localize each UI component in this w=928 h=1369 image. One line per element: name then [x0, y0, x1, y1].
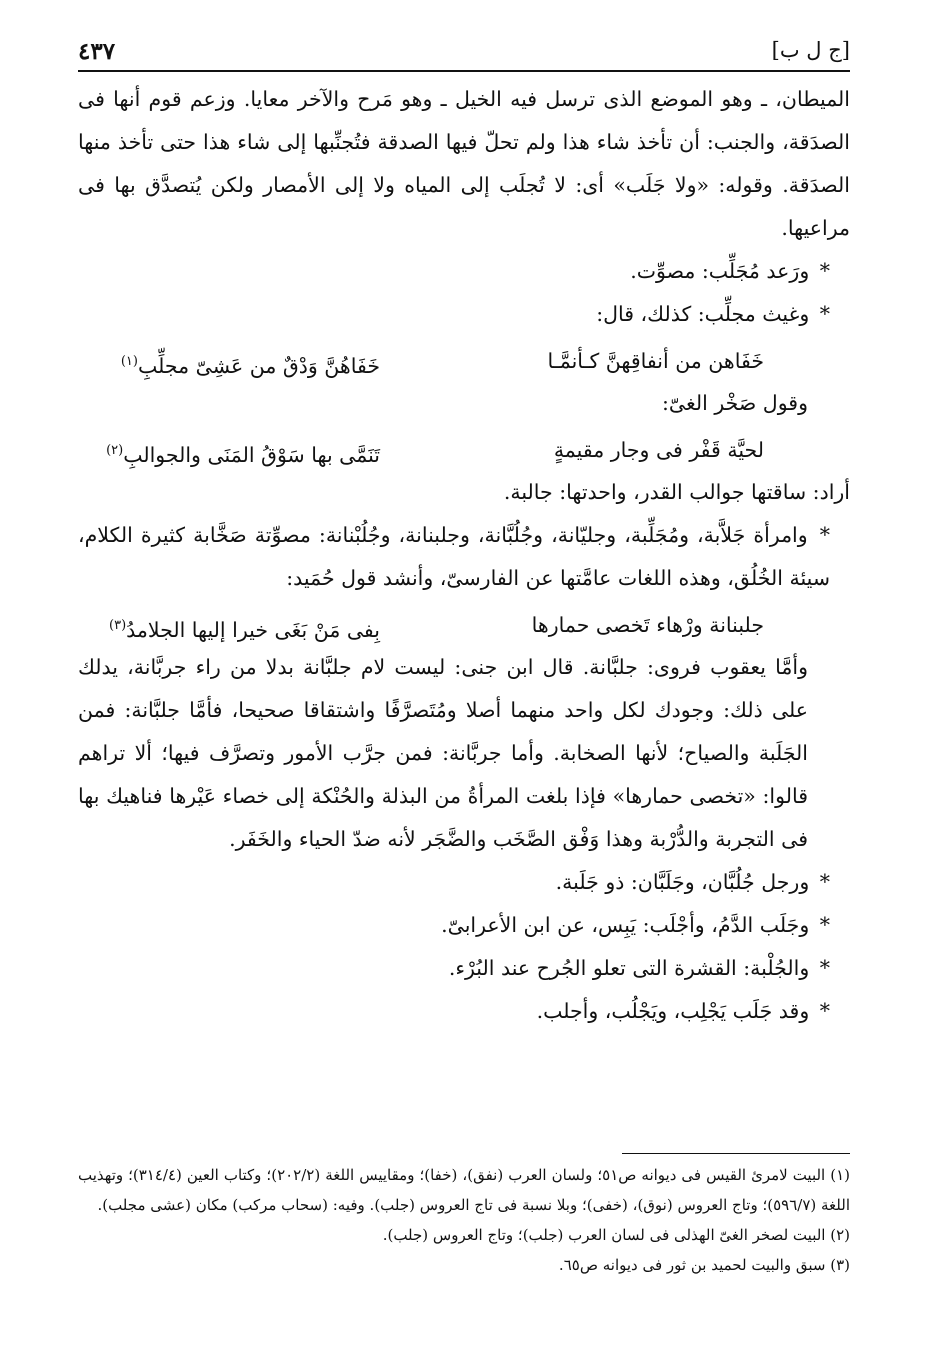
verse-2-first-hemistich: لحيَّة قَفْر فى وجار مقيمةٍ	[553, 438, 764, 462]
entry-star: *	[819, 259, 830, 283]
entry-text: وقد جَلَب يَجْلِب، ويَجْلُب، وأجلب.	[536, 999, 810, 1023]
entry-jalab-dam	[78, 904, 850, 947]
footnote-2: (٢) البيت لصخر الغىّ الهذلى فى لسان العرب (جلب)؛ وتاج العروس (جلب).	[382, 1226, 850, 1244]
verse-2-second-hemistich	[106, 429, 380, 477]
footnote-1: (١) البيت لامرئ القيس فى ديوانه ص٥١؛ ولسان العرب (نفق)، (خفا)؛ ومقاييس اللغة (٢٠٢/٢)؛ وكتاب العين (٣١٤/٤)؛ وتهذيب اللغة (٥٩٦/٧)؛ وتاج العروس (نوق)، (خفى)؛ وبلا نسبة فى تاج العروس (جلب). وفيه: (سحاب مركب) مكان (عشى مجلب).	[78, 1166, 851, 1214]
footnote-separator	[622, 1153, 850, 1154]
footnote-marker-2: (٢)	[106, 443, 124, 458]
entry-imra-a	[78, 514, 850, 600]
line-arad: أراد: ساقتها جوالب القدر، واحدتها: جالبة.	[503, 480, 850, 504]
verse-1-first-hemistich: خَفَاهن من أنفاقِهنَّ كـأنمَّـا	[547, 349, 764, 373]
footnotes	[78, 1160, 850, 1280]
entry-text: ورَعد مُجَلِّب: مصوِّت.	[630, 259, 810, 283]
footnote-marker-1: (١)	[120, 354, 138, 369]
entry-text: وغيث مجلِّب: كذلك، قال:	[596, 302, 810, 326]
footnote-3: (٣) سبق والبيت لحميد بن ثور فى ديوانه ص٦٥.	[558, 1256, 850, 1274]
paragraph-2: وأمَّا يعقوب فروى: جلبَّانة. قال ابن جنى: ليست لام جلبَّانة بدلا من راء جربَّانة، يدلك على ذلك: وجودك لكل واحد منهما أصلا ومُتَصرَّفًا واشتقاقا صحيحا، فأمَّا جلبَّانة: فمن الجَلَبة والصياح؛ لأنها الصخابة. وأما جربَّانة: فمن جرَّب الأمور وتصرَّف فيها؛ ألا تراهم قالوا: «تخصى حمارها» فإذا بلغت المرأةُ من البذلة والحُنْكة إلى خصاء عَيْرها فناهيك بها فى التجربة والدُّرْبة وهذا وَفْق الصَّخَب والضَّجَر لأنه ضدّ الحياء والخَفَر.	[78, 655, 808, 851]
entry-rajul	[78, 861, 850, 904]
verse-text: تَنَمَّى بها سَوْقُ المَنَى والجوالبِ	[123, 442, 380, 467]
verse-1	[78, 336, 850, 382]
entry-star: *	[819, 870, 830, 894]
entry-star: *	[819, 523, 830, 547]
entry-star: *	[819, 956, 830, 980]
entry-star: *	[819, 999, 830, 1023]
entry-text: ورجل جُلُبَّان، وجَلَبَّان: ذو جَلَبة.	[555, 870, 810, 894]
footnote-marker-3: (٣)	[109, 618, 127, 633]
main-text	[78, 78, 850, 1033]
page-header	[78, 30, 850, 72]
page-number: ٤٣٧	[78, 38, 116, 65]
entry-ghayth	[78, 293, 850, 336]
root-heading: [ج ل ب]	[771, 38, 850, 62]
entry-julba	[78, 947, 850, 990]
verse-text: خَفَاهُنَّ وَدْقٌ من عَشِىّ مجلِّبِ	[137, 353, 380, 378]
entry-star: *	[819, 913, 830, 937]
document-page	[78, 30, 851, 1274]
entry-text: وامرأة جَلاَّبة، ومُجَلِّبة، وجليّانة، وجُلُبَّانة، وجلبنانة، وجُلُبْنانة: مصوِّتة صَخَّابة كثيرة الكلام، سيئة الخُلُق، وهذه اللغات عامَّتها عن الفارسىّ، وأنشد قول حُمَيد:	[78, 523, 830, 590]
verse-2	[78, 425, 850, 471]
verse-3-second-hemistich	[109, 604, 380, 652]
entry-text: وجَلَب الدَّمُ، وأجْلَب: يَبِس، عن ابن الأعرابىّ.	[441, 913, 810, 937]
line-sakhr: وقول صَخْر الغىّ:	[662, 391, 808, 415]
verse-3-first-hemistich: جلبنانة ورْهاء تَخصى حمارها	[531, 613, 764, 637]
entry-star: *	[819, 302, 830, 326]
entry-text: والجُلْبة: القشرة التى تعلو الجُرح عند البُرْء.	[448, 956, 810, 980]
entry-ra-d	[78, 250, 850, 293]
entry-jalab-yajlib	[78, 990, 850, 1033]
verse-3	[78, 600, 850, 646]
paragraph-1: الميطان، ـ وهو الموضع الذى ترسل فيه الخيل ـ وهو مَرح والآخر معايا. وزعم قوم أنها فى الصدَقة، والجنب: أن تأخذ شاء هذا ولم تحلّ فيها الصدقة فتُجنِّبها إلى شاء هذا حتى تأخذ منها الصدَقة. وقوله: «ولا جَلَب» أى: لا تُجلَب إلى المياه ولا إلى الأمصار ولكن يُتصدَّق بها فى مراعيها.	[78, 87, 850, 240]
verse-text: بِفى مَنْ بَغَى خيرا إليها الجلامدُ	[126, 617, 380, 642]
verse-1-second-hemistich	[121, 340, 380, 388]
